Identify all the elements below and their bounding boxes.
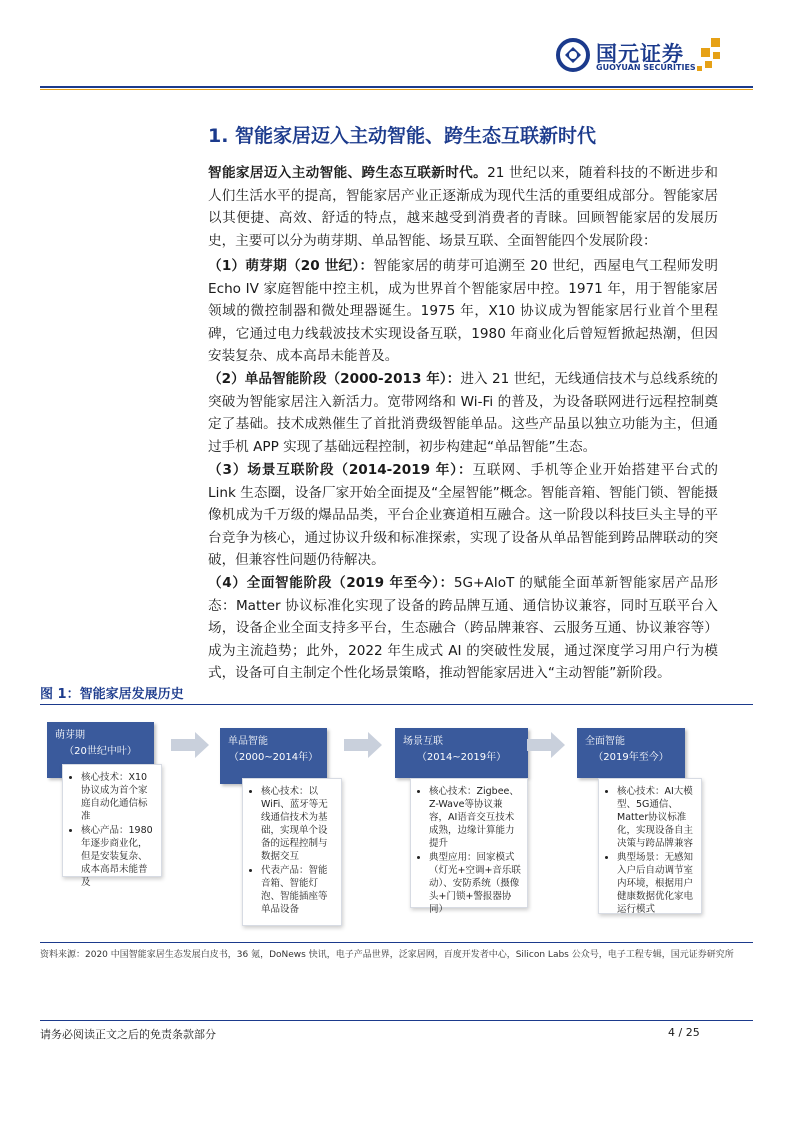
paragraph-text: 智能家居的萌芽可追溯至 20 世纪，西屋电气工程师发明 Echo IV 家庭智能中控主机，成为世界首个智能家居中控。1971 年，用于智能家居领域的微控制器和微处理器诞生。1975 年，X10 协议成为智能家居行业首个里程碑，它通过电力线载波技术实现设备互联，1980 年商业化后曾短暂掀起热潮，但因安装复杂、成本高昂未能普及。 (208, 258, 718, 364)
stage-detail-item: • 核心技术：以WiFi、蓝牙等无线通信技术为基础，实现单个设备的远程控制与数据交互 (261, 785, 335, 863)
header-divider (40, 86, 753, 88)
source-divider (40, 942, 753, 943)
paragraph-intro (208, 162, 718, 252)
paragraph-lead: （3）场景互联阶段（2014-2019 年）： (208, 462, 473, 478)
paragraph-text: 21 世纪以来，随着科技的不断进步和人们生活水平的提高，智能家居产业正逐渐成为现代生活的重要组成部分。智能家居以其便捷、高效、舒适的特点，越来越受到消费者的青睐。回顾智能家居的发展历史，主要可以分为萌芽期、单品智能、场景互联、全面智能四个发展阶段： (208, 165, 718, 249)
arrow-right-icon (344, 732, 382, 758)
stage-detail-item: • 代表产品：智能音箱、智能灯泡、智能插座等单品设备 (261, 864, 335, 916)
paragraph-lead: 智能家居迈入主动智能、跨生态互联新时代。 (208, 165, 488, 181)
stage-period: （2019年至今） (593, 752, 669, 763)
brand-name-en: GUOYUAN SECURITIES (596, 63, 696, 72)
stage-period: （2000~2014年） (228, 752, 319, 763)
footer-divider (40, 1020, 753, 1021)
section-title: 1. 智能家居迈入主动智能、跨生态互联新时代 (208, 125, 597, 147)
brand-dots-icon (697, 38, 723, 72)
stage-name: 单品智能 (228, 736, 268, 747)
figure-source: 资料来源：2020 中国智能家居生态发展白皮书，36 氪，DoNews 快讯，电子产品世界，泛家居网，百度开发者中心，Silicon Labs 公众号，电子工程专辑，国元证券研究所 (40, 950, 734, 960)
paragraph-lead: （4）全面智能阶段（2019 年至今）： (208, 575, 454, 591)
stage-detail-item: • 核心产品：1980年逐步商业化，但是安装复杂、成本高昂未能普及 (81, 824, 155, 889)
stage-name: 萌芽期 (55, 730, 85, 741)
stage-period: （2014~2019年） (416, 752, 507, 763)
paragraph-text: 互联网、手机等企业开始搭建平台式的 Link 生态圈，设备厂家开始全面提及“全屋智能”概念。智能音箱、智能门锁、智能摄像机成为千万级的爆品品类，平台企业赛道相互融合。这一阶段以科技巨头主导的平台竞争为核心，通过协议升级和标准探索，实现了设备从单品智能到跨品牌联动的突破，但兼容性问题仍待解决。 (208, 462, 719, 568)
paragraph-stage-4 (208, 572, 718, 685)
stage-detail-3 (410, 778, 528, 915)
paragraph-text: 5G+AIoT 的赋能全面革新智能家居产品形态：Matter 协议标准化实现了设备的跨品牌互通、通信协议兼容，同时互联平台入场，设备企业全面支持多平台，生态融合（跨品牌兼容、云服务互通、协议兼容等）成为主流趋势；此外，2022 年生成式 AI 的突破性发展，通过深度学习用户行为模式，设备可自主制定个性化场景策略，推动智能家居进入“主动智能”新阶段。 (208, 575, 718, 681)
stage-box-4 (577, 728, 685, 778)
stage-detail-item: • 典型场景：无感知入户后自动调节室内环境，根据用户健康数据优化家电运行模式 (617, 851, 695, 916)
stage-detail-item: • 核心技术：AI大模型、5G通信、Matter协议标准化，实现设备自主决策与跨品牌兼容 (617, 785, 695, 850)
footer-disclaimer: 请务必阅读正文之后的免责条款部分 (40, 1028, 216, 1041)
guoyuan-logo-icon (556, 38, 590, 72)
stage-detail-item: • 核心技术：Zigbee、Z-Wave等协议兼容，AI语音交互技术成熟，边缘计算能力提升 (429, 785, 521, 850)
stage-name: 全面智能 (585, 736, 625, 747)
figure-divider (40, 704, 753, 705)
paragraph-lead: （1）萌芽期（20 世纪）： (208, 258, 374, 274)
paragraph-lead: （2）单品智能阶段（2000-2013 年）： (208, 371, 461, 387)
paragraph-text: 进入 21 世纪，无线通信技术与总线系统的突破为智能家居注入新活力。宽带网络和 Wi-Fi 的普及，为设备联网进行远程控制奠定了基础。技术成熟催生了首批消费级智能单品。这些产品虽以独立功能为主，但通过手机 APP 实现了基础远程控制，初步构建起“单品智能”生态。 (208, 371, 718, 455)
stage-detail-1 (62, 764, 162, 888)
stage-detail-item: • 核心技术：X10协议成为首个家庭自动化通信标准 (81, 771, 155, 823)
stage-detail-2 (242, 778, 342, 926)
paragraph-stage-3 (208, 459, 718, 572)
stage-period: （20世纪中叶） (64, 746, 137, 757)
stage-box-2 (220, 728, 327, 784)
paragraph-stage-1 (208, 255, 718, 368)
paragraph-stage-2 (208, 368, 718, 458)
brand-name-cn: 国元证券 (596, 42, 684, 66)
arrow-right-icon (171, 732, 209, 758)
figure-title: 图 1：智能家居发展历史 (40, 687, 184, 702)
stage-box-3 (395, 728, 528, 778)
arrow-right-icon (527, 732, 565, 758)
stage-detail-item: • 典型应用：回家模式（灯光+空调+音乐联动）、安防系统（摄像头+门锁+警报器协同） (429, 851, 521, 916)
page-number: 4 / 25 (668, 1026, 700, 1039)
header-divider-accent (40, 89, 753, 90)
stage-name: 场景互联 (403, 736, 443, 747)
stage-detail-4 (598, 778, 702, 914)
